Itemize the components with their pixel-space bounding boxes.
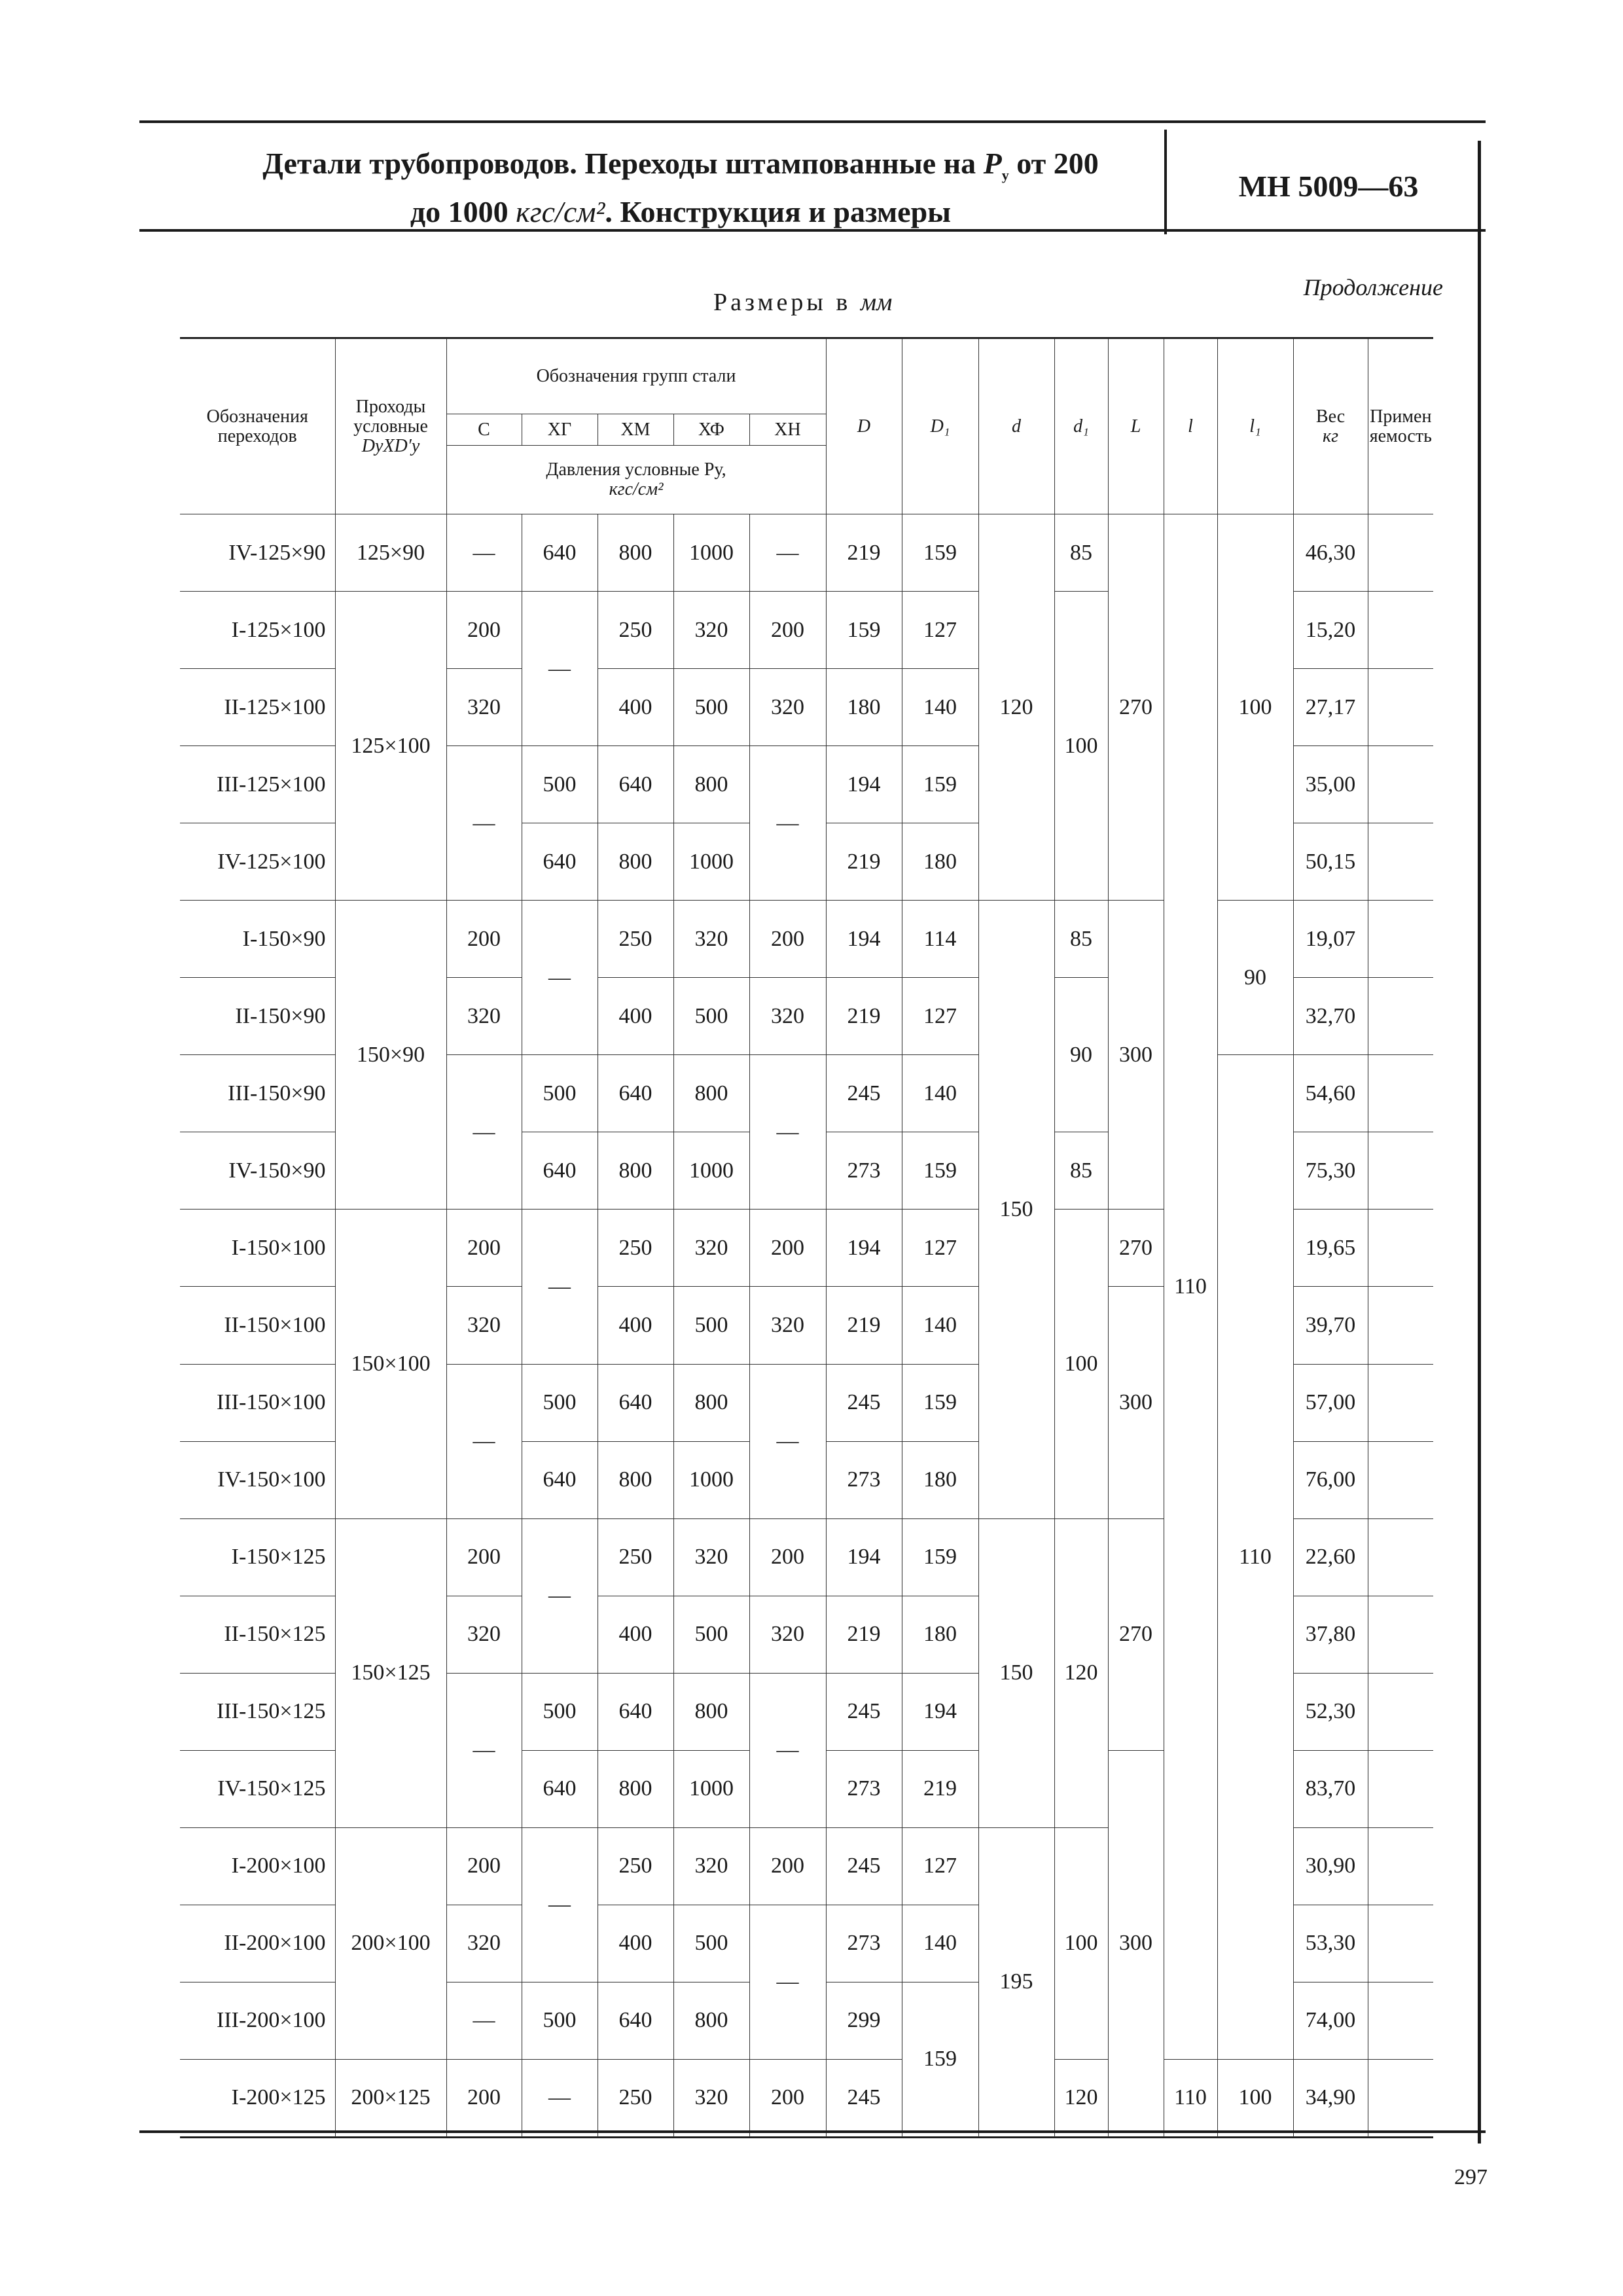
designation-cell: I-125×100 — [180, 592, 335, 669]
pressure-xn: 200 — [749, 901, 826, 978]
pressure-xm: 400 — [597, 1905, 673, 1982]
designation-cell: I-150×90 — [180, 901, 335, 978]
pressure-xm: 800 — [597, 1441, 673, 1518]
d1-cell: 120 — [1054, 2059, 1108, 2136]
designation-cell: III-150×125 — [180, 1673, 335, 1750]
pressure-xf: 320 — [673, 901, 749, 978]
pressure-c: 320 — [446, 978, 522, 1055]
pressure-xm: 400 — [597, 978, 673, 1055]
D1-cell: 140 — [902, 1055, 978, 1132]
designation-cell: III-200×100 — [180, 1982, 335, 2059]
D1-cell: 159 — [902, 1982, 978, 2136]
weight-cell: 74,00 — [1293, 1982, 1368, 2059]
weight-cell: 50,15 — [1293, 823, 1368, 901]
D1-cell: 127 — [902, 1827, 978, 1905]
designation-cell: I-200×125 — [180, 2059, 335, 2136]
pressure-xm: 250 — [597, 1827, 673, 1905]
D1-cell: 140 — [902, 1905, 978, 1982]
pressure-xf: 320 — [673, 1518, 749, 1596]
D-cell: 245 — [826, 1827, 902, 1905]
pressure-c: — — [446, 1673, 522, 1827]
weight-cell: 39,70 — [1293, 1287, 1368, 1364]
pressure-xm: 640 — [597, 1055, 673, 1132]
pressure-c: 200 — [446, 592, 522, 669]
pressure-xm: 400 — [597, 1287, 673, 1364]
designation-cell: III-125×100 — [180, 746, 335, 823]
pressure-xn: 200 — [749, 592, 826, 669]
pressure-xf: 800 — [673, 1364, 749, 1441]
L-cell: 300 — [1108, 1750, 1164, 2136]
pressure-xn: 320 — [749, 1596, 826, 1673]
pressure-xn: — — [749, 1673, 826, 1827]
designation-cell: I-200×100 — [180, 1827, 335, 1905]
pressure-xf: 500 — [673, 1596, 749, 1673]
applicability-cell — [1368, 1364, 1433, 1441]
pressure-xn: 320 — [749, 978, 826, 1055]
header-steel-groups: Обозначения групп стали — [446, 339, 826, 414]
D1-cell: 127 — [902, 592, 978, 669]
D-cell: 245 — [826, 1364, 902, 1441]
pressure-xg: — — [522, 1827, 597, 1982]
pressure-xg: 500 — [522, 1673, 597, 1750]
D1-cell: 159 — [902, 514, 978, 592]
D1-cell: 180 — [902, 1596, 978, 1673]
header-group-xm: ХМ — [597, 414, 673, 446]
weight-cell: 15,20 — [1293, 592, 1368, 669]
weight-cell: 57,00 — [1293, 1364, 1368, 1441]
pressure-c: 200 — [446, 1518, 522, 1596]
l1-cell: 110 — [1217, 1055, 1293, 2060]
applicability-cell — [1368, 823, 1433, 901]
pressure-xg: 500 — [522, 1055, 597, 1132]
weight-cell: 35,00 — [1293, 746, 1368, 823]
passage-cell: 200×100 — [335, 1827, 446, 2059]
header-top-rule — [139, 120, 1486, 123]
pressure-c: 200 — [446, 901, 522, 978]
D1-cell: 127 — [902, 1210, 978, 1287]
l-cell: 110 — [1164, 514, 1217, 2060]
D-cell: 245 — [826, 2059, 902, 2136]
pressure-xg: 500 — [522, 1364, 597, 1441]
page-right-border — [1478, 141, 1481, 2144]
designation-cell: II-200×100 — [180, 1905, 335, 1982]
pressure-xm: 400 — [597, 669, 673, 746]
pressure-xg: — — [522, 592, 597, 746]
pressure-xn: — — [749, 1364, 826, 1518]
weight-cell: 27,17 — [1293, 669, 1368, 746]
header-group-c: С — [446, 414, 522, 446]
header-d1: d₁ — [1054, 339, 1108, 514]
pressure-xf: 1000 — [673, 823, 749, 901]
l-cell: 110 — [1164, 2059, 1217, 2136]
page-number: 297 — [1454, 2165, 1488, 2189]
d1-cell: 85 — [1054, 1132, 1108, 1210]
continuation-label: Продолжение — [1303, 274, 1443, 300]
pressure-xf: 800 — [673, 746, 749, 823]
D-cell: 194 — [826, 901, 902, 978]
dimensions-table — [180, 337, 1433, 2138]
passage-cell: 150×90 — [335, 901, 446, 1210]
standard-code: МН 5009—63 — [1238, 170, 1419, 203]
D-cell: 245 — [826, 1055, 902, 1132]
pressure-xf: 1000 — [673, 1750, 749, 1827]
designation-cell: III-150×90 — [180, 1055, 335, 1132]
pressure-xf: 500 — [673, 1905, 749, 1982]
pressure-xm: 800 — [597, 823, 673, 901]
applicability-cell — [1368, 1827, 1433, 1905]
D-cell: 219 — [826, 514, 902, 592]
L-cell: 300 — [1108, 1287, 1164, 1518]
designation-cell: III-150×100 — [180, 1364, 335, 1441]
d1-cell: 85 — [1054, 901, 1108, 978]
D1-cell: 219 — [902, 1750, 978, 1827]
d-cell: 195 — [978, 1827, 1054, 2136]
passage-cell: 200×125 — [335, 2059, 446, 2136]
pressure-xg: 640 — [522, 1132, 597, 1210]
designation-cell: IV-150×125 — [180, 1750, 335, 1827]
pressure-xm: 800 — [597, 1750, 673, 1827]
applicability-cell — [1368, 1132, 1433, 1210]
d-cell: 120 — [978, 514, 1054, 901]
header-D1: D₁ — [902, 339, 978, 514]
header-group-xf: ХФ — [673, 414, 749, 446]
pressure-xg: — — [522, 1518, 597, 1673]
pressure-xf: 320 — [673, 1827, 749, 1905]
pressure-c: — — [446, 1982, 522, 2059]
weight-cell: 37,80 — [1293, 1596, 1368, 1673]
document-title: Детали трубопроводов. Переходы штампованные на $Р_у$ от 200 до 1000 кгс/см². Конструкция и размеры — [262, 147, 1099, 229]
pressure-xg: 640 — [522, 1750, 597, 1827]
D1-cell: 127 — [902, 978, 978, 1055]
D-cell: 245 — [826, 1673, 902, 1750]
pressure-xf: 1000 — [673, 1132, 749, 1210]
l1-cell: 100 — [1217, 514, 1293, 901]
header-group-xg: ХГ — [522, 414, 597, 446]
D1-cell: 159 — [902, 1364, 978, 1441]
D1-cell: 159 — [902, 1132, 978, 1210]
pressure-xf: 320 — [673, 592, 749, 669]
header-divider — [1164, 130, 1167, 234]
weight-cell: 22,60 — [1293, 1518, 1368, 1596]
applicability-cell — [1368, 746, 1433, 823]
designation-cell: IV-125×90 — [180, 514, 335, 592]
header-D: D — [826, 339, 902, 514]
D-cell: 219 — [826, 978, 902, 1055]
d1-cell: 100 — [1054, 1210, 1108, 1518]
header-weight: Вес кг — [1293, 339, 1368, 514]
pressure-xg: 640 — [522, 823, 597, 901]
D-cell: 194 — [826, 1210, 902, 1287]
passage-cell: 125×100 — [335, 592, 446, 901]
weight-cell: 30,90 — [1293, 1827, 1368, 1905]
header-applicability: Применяемость — [1368, 339, 1433, 514]
pressure-xm: 250 — [597, 592, 673, 669]
D-cell: 273 — [826, 1905, 902, 1982]
passage-cell: 125×90 — [335, 514, 446, 592]
D-cell: 194 — [826, 746, 902, 823]
applicability-cell — [1368, 978, 1433, 1055]
d1-cell: 85 — [1054, 514, 1108, 592]
weight-cell: 54,60 — [1293, 1055, 1368, 1132]
pressure-xg: 640 — [522, 514, 597, 592]
designation-cell: II-150×90 — [180, 978, 335, 1055]
table-row — [180, 901, 1433, 978]
pressure-c: 320 — [446, 1287, 522, 1364]
D-cell: 219 — [826, 823, 902, 901]
pressure-xf: 800 — [673, 1982, 749, 2059]
l1-cell: 90 — [1217, 901, 1293, 1055]
pressure-xg: — — [522, 1210, 597, 1364]
units-caption: Размеры в мм — [713, 289, 893, 316]
pressure-xn: — — [749, 746, 826, 901]
d-cell: 150 — [978, 901, 1054, 1518]
weight-cell: 32,70 — [1293, 978, 1368, 1055]
designation-cell: IV-150×100 — [180, 1441, 335, 1518]
weight-cell: 75,30 — [1293, 1132, 1368, 1210]
header-passages: Проходы условные DуXD′у — [335, 339, 446, 514]
d1-cell: 100 — [1054, 592, 1108, 901]
pressure-c: — — [446, 1364, 522, 1518]
header-pressure: Давления условные Ру, кгс/см² — [446, 446, 826, 514]
pressure-xn: 320 — [749, 1287, 826, 1364]
D1-cell: 159 — [902, 1518, 978, 1596]
pressure-c: — — [446, 514, 522, 592]
applicability-cell — [1368, 2059, 1433, 2136]
pressure-xf: 1000 — [673, 514, 749, 592]
pressure-xn: 200 — [749, 2059, 826, 2136]
pressure-c: 320 — [446, 1905, 522, 1982]
header-group-xn: ХН — [749, 414, 826, 446]
applicability-cell — [1368, 1673, 1433, 1750]
pressure-c: — — [446, 746, 522, 901]
applicability-cell — [1368, 1518, 1433, 1596]
weight-cell: 19,65 — [1293, 1210, 1368, 1287]
header-designation: Обозначения переходов — [180, 339, 335, 514]
pressure-xg: — — [522, 901, 597, 1055]
D-cell: 273 — [826, 1750, 902, 1827]
pressure-xn: 200 — [749, 1518, 826, 1596]
pressure-xm: 250 — [597, 1518, 673, 1596]
pressure-xf: 800 — [673, 1055, 749, 1132]
weight-cell: 76,00 — [1293, 1441, 1368, 1518]
pressure-xm: 640 — [597, 1982, 673, 2059]
pressure-xf: 1000 — [673, 1441, 749, 1518]
D-cell: 180 — [826, 669, 902, 746]
pressure-xg: 500 — [522, 1982, 597, 2059]
pressure-xn: — — [749, 1055, 826, 1210]
d1-cell: 90 — [1054, 978, 1108, 1132]
L-cell: 270 — [1108, 1210, 1164, 1287]
weight-cell: 46,30 — [1293, 514, 1368, 592]
footer-rule — [139, 2130, 1486, 2133]
pressure-xg: 500 — [522, 746, 597, 823]
pressure-xn: — — [749, 1905, 826, 2059]
applicability-cell — [1368, 1982, 1433, 2059]
pressure-xn: 320 — [749, 669, 826, 746]
d1-cell: 100 — [1054, 1827, 1108, 2059]
applicability-cell — [1368, 1596, 1433, 1673]
header-d: d — [978, 339, 1054, 514]
D-cell: 219 — [826, 1287, 902, 1364]
pressure-c: 320 — [446, 669, 522, 746]
applicability-cell — [1368, 669, 1433, 746]
weight-cell: 34,90 — [1293, 2059, 1368, 2136]
applicability-cell — [1368, 1287, 1433, 1364]
D-cell: 299 — [826, 1982, 902, 2059]
pressure-c: 320 — [446, 1596, 522, 1673]
pressure-xn: 200 — [749, 1827, 826, 1905]
header-L: L — [1108, 339, 1164, 514]
pressure-xf: 320 — [673, 1210, 749, 1287]
designation-cell: II-150×125 — [180, 1596, 335, 1673]
weight-cell: 19,07 — [1293, 901, 1368, 978]
L-cell: 270 — [1108, 1518, 1164, 1750]
designation-cell: II-125×100 — [180, 669, 335, 746]
pressure-xf: 500 — [673, 978, 749, 1055]
L-cell: 270 — [1108, 514, 1164, 901]
passage-cell: 150×100 — [335, 1210, 446, 1518]
D1-cell: 114 — [902, 901, 978, 978]
pressure-xm: 640 — [597, 746, 673, 823]
designation-cell: II-150×100 — [180, 1287, 335, 1364]
D-cell: 273 — [826, 1441, 902, 1518]
applicability-cell — [1368, 1210, 1433, 1287]
applicability-cell — [1368, 1905, 1433, 1982]
pressure-xn: — — [749, 514, 826, 592]
pressure-c: — — [446, 1055, 522, 1210]
applicability-cell — [1368, 1750, 1433, 1827]
designation-cell: I-150×100 — [180, 1210, 335, 1287]
applicability-cell — [1368, 1055, 1433, 1132]
pressure-xg: — — [522, 2059, 597, 2136]
weight-cell: 53,30 — [1293, 1905, 1368, 1982]
D1-cell: 140 — [902, 669, 978, 746]
D-cell: 194 — [826, 1518, 902, 1596]
pressure-xm: 640 — [597, 1673, 673, 1750]
table-row — [180, 2059, 1433, 2136]
pressure-c: 200 — [446, 2059, 522, 2136]
pressure-xm: 250 — [597, 1210, 673, 1287]
designation-cell: IV-150×90 — [180, 1132, 335, 1210]
d1-cell: 120 — [1054, 1518, 1108, 1827]
pressure-c: 200 — [446, 1827, 522, 1905]
D1-cell: 140 — [902, 1287, 978, 1364]
applicability-cell — [1368, 592, 1433, 669]
applicability-cell — [1368, 901, 1433, 978]
d-cell: 150 — [978, 1518, 1054, 1827]
l1-cell: 100 — [1217, 2059, 1293, 2136]
header-l1: l₁ — [1217, 339, 1293, 514]
pressure-xf: 320 — [673, 2059, 749, 2136]
table-row — [180, 514, 1433, 592]
pressure-xm: 400 — [597, 1596, 673, 1673]
applicability-cell — [1368, 1441, 1433, 1518]
D1-cell: 180 — [902, 1441, 978, 1518]
D1-cell: 194 — [902, 1673, 978, 1750]
header-l: l — [1164, 339, 1217, 514]
D-cell: 273 — [826, 1132, 902, 1210]
pressure-xf: 800 — [673, 1673, 749, 1750]
D1-cell: 159 — [902, 746, 978, 823]
D1-cell: 180 — [902, 823, 978, 901]
weight-cell: 52,30 — [1293, 1673, 1368, 1750]
pressure-xm: 640 — [597, 1364, 673, 1441]
designation-cell: I-150×125 — [180, 1518, 335, 1596]
pressure-xn: 200 — [749, 1210, 826, 1287]
D-cell: 219 — [826, 1596, 902, 1673]
pressure-xm: 250 — [597, 2059, 673, 2136]
weight-cell: 83,70 — [1293, 1750, 1368, 1827]
pressure-xm: 800 — [597, 1132, 673, 1210]
L-cell: 300 — [1108, 901, 1164, 1210]
pressure-xm: 800 — [597, 514, 673, 592]
pressure-xf: 500 — [673, 669, 749, 746]
applicability-cell — [1368, 514, 1433, 592]
pressure-xg: 640 — [522, 1441, 597, 1518]
D-cell: 159 — [826, 592, 902, 669]
designation-cell: IV-125×100 — [180, 823, 335, 901]
passage-cell: 150×125 — [335, 1518, 446, 1827]
pressure-c: 200 — [446, 1210, 522, 1287]
pressure-xm: 250 — [597, 901, 673, 978]
pressure-xf: 500 — [673, 1287, 749, 1364]
